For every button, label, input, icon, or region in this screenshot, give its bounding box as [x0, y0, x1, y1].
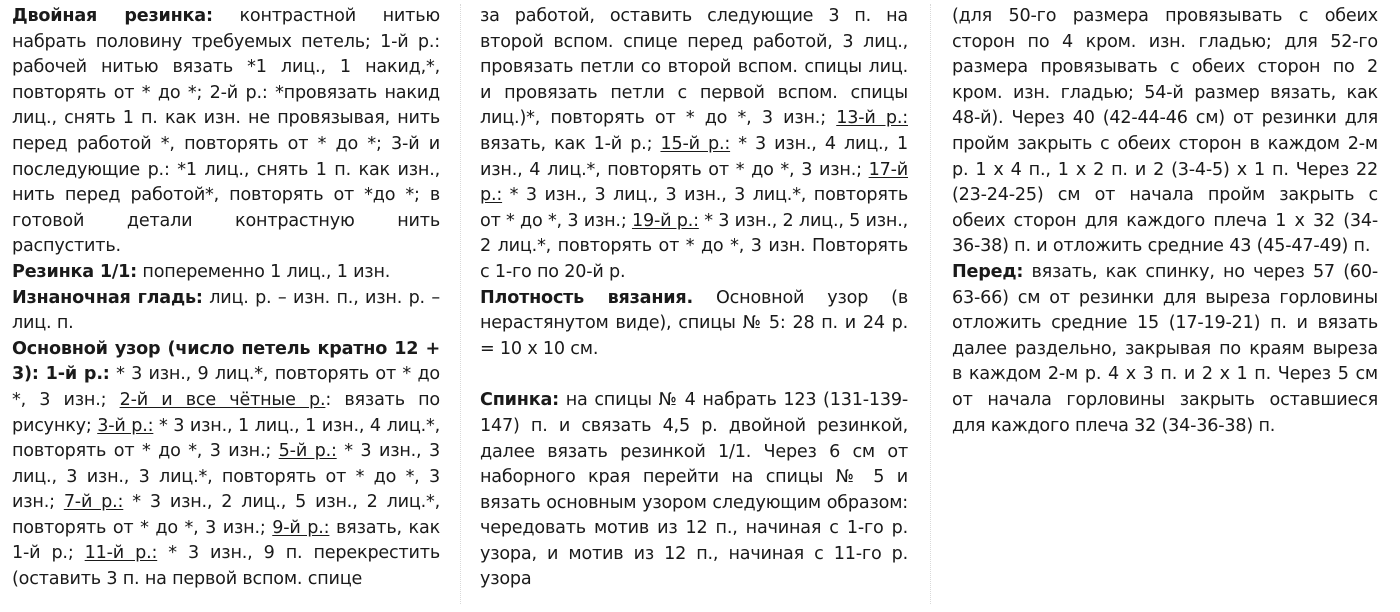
heading-back: Спинка: — [480, 390, 560, 411]
paragraph-main-pattern — [12, 337, 440, 593]
heading-reverse-stockinette: Изнаночная гладь: — [12, 287, 203, 308]
heading-main-pattern: Основной узор (число петель кратно 12 + 3): 1-й р.: — [12, 338, 440, 385]
row-label-even-rows: 2-й и все чётные р. — [119, 389, 326, 410]
text-column-3 — [952, 4, 1378, 439]
column-divider-left — [460, 4, 462, 604]
text-front: вязать, как спинку, но через 57 (60-63-66) см от резинки для выреза горловины отложить средние 15 (17-19-21) п. и вязать далее раздельно, закрывая по краям выреза в каждом 2-м р. 4 х 3 п. и 2 х 1 п. Через 5 см от начала горловины закрыть оставшиеся для каждого плеча 32 (34-36-38) п. — [952, 261, 1378, 436]
paragraph-back — [480, 388, 908, 593]
paragraph-front — [952, 260, 1378, 439]
heading-gauge: Плотность вязания. — [480, 287, 694, 308]
text-back: на спицы № 4 набрать 123 (131-139-147) п. и связать 4,5 р. двойной резинкой, далее вязать резинкой 1/1. Через 6 см от наборного края перейти на спицы № 5 и вязать основным узором следующим образом: чередовать мотив из 12 п., начиная с 1-го р. узора, и мотив из 12 п., начиная с 11-го р. узора — [480, 390, 908, 590]
text-back-continued: (для 50-го размера провязывать с обеих сторон по 4 кром. изн. гладью; для 52-го размера провязывать с обеих сторон по 2 кром. изн. гладью; 54-й размер вязать, как 48-й). Через 40 (42-44-46 см) от резинки для пройм закрыть с обеих сторон в каждом 2-м р. 1 х 4 п., 1 х 2 п. и 2 (3-4-5) х 1 п. Через 22 (23-24-25) см от начала пройм закрыть с обеих сторон для каждого плеча 1 х 32 (34-36-38) п. и отложить средние 43 (45-47-49) п. — [952, 6, 1378, 257]
paragraph-reverse-stockinette — [12, 286, 440, 337]
paragraph-gauge — [480, 286, 908, 363]
text-segment: * 3 изн., 9 п. перекрестить (оставить 3 п. на первой вспом. спице — [12, 543, 441, 590]
text-segment: * 3 изн., 2 лиц., 5 изн., 2 лиц.*, повторять от * до *, 3 изн.; — [12, 492, 440, 538]
text-rib-1-1: попеременно 1 лиц., 1 изн. — [137, 261, 391, 282]
row-label-7: 7-й р.: — [63, 492, 124, 513]
paragraph-back-continued — [952, 4, 1378, 260]
row-label-5: 5-й р.: — [278, 441, 337, 462]
heading-front: Перед: — [952, 261, 1024, 282]
text-segment: * 3 изн., 9 лиц.*, повторять от * до *, 3 изн.; — [12, 364, 440, 410]
text-gauge: Основной узор (в нерастянутом виде), спицы № 5: 28 п. и 24 р. = 10 х 10 см. — [480, 287, 909, 359]
text-double-rib: контрастной нитью набрать половину требуемых петель; 1-й р.: рабочей нитью вязать *1 лиц., 1 накид,*, повторять от * до *; 2-й р.: *провязать накид лиц., снять 1 п. как изн. не провязывая, нить перед работой *, повторять от * до *; 3-й и последующие р.: *1 лиц., снять 1 п. как изн., нить перед работой*, повторять от *до *; в готовой детали контрастную нить распустить. — [12, 6, 440, 257]
row-label-11: 11-й р.: — [84, 543, 158, 564]
column-divider-right — [930, 4, 932, 604]
row-label-19: 19-й р.: — [631, 210, 699, 231]
heading-rib-1-1: Резинка 1/1: — [12, 261, 138, 282]
paragraph-pattern-continued — [480, 4, 908, 286]
row-label-15: 15-й р.: — [660, 133, 731, 154]
text-column-2 — [480, 4, 908, 593]
text-segment: * 3 изн., 3 лиц., 3 изн., 3 лиц.*, повторять от * до *, 3 изн.; — [12, 441, 440, 513]
row-label-9: 9-й р.: — [272, 517, 330, 538]
text-segment: * 3 изн., 3 лиц., 3 изн., 3 лиц.*, повторять от * до *, 3 изн.; — [480, 185, 908, 231]
text-column-1 — [12, 4, 440, 593]
text-segment: * 3 изн., 2 лиц., 5 изн., 2 лиц.*, повторять от * до *, 3 изн. Повторять с 1-го по 20-й р. — [480, 210, 909, 282]
heading-double-rib: Двойная резинка: — [12, 6, 213, 26]
text-segment: * 3 изн., 4 лиц., 1 изн., 4 лиц.*, повторять от * до *, 3 изн.; — [480, 133, 908, 180]
paragraph-rib-1-1 — [12, 260, 440, 286]
text-segment: : вязать по рисунку; — [12, 389, 441, 436]
row-label-3: 3-й р.: — [97, 415, 154, 436]
text-segment: вязать, как 1-й р.; — [12, 517, 440, 564]
row-label-13: 13-й р.: — [836, 108, 908, 129]
text-segment: за работой, оставить следующие 3 п. на второй вспом. спице перед работой, 3 лиц., провязать петли со второй вспом. спицы лиц. и провязать петли с первой вспом. спицы лиц.)*, повторять от * до *, 3 изн.; — [480, 6, 908, 129]
paragraph-double-rib — [12, 4, 440, 260]
text-reverse-stockinette: лиц. р. – изн. п., изн. р. – лиц. п. — [12, 287, 440, 334]
row-label-17: 17-й р.: — [480, 159, 908, 206]
text-segment: вязать, как 1-й р.; — [480, 133, 661, 154]
text-segment: * 3 изн., 1 лиц., 1 изн., 4 лиц.*, повторять от * до *, 3 изн.; — [12, 415, 441, 462]
